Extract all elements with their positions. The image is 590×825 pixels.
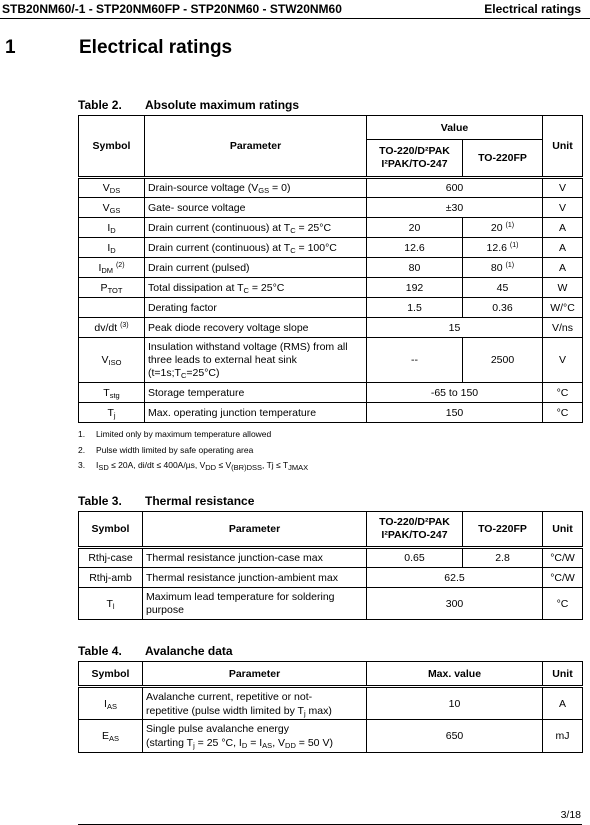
value-cell: 15 bbox=[367, 318, 543, 338]
header-unit: Unit bbox=[543, 116, 583, 178]
value-note-ref: (1) bbox=[509, 241, 519, 249]
header-col-to220: TO-220/D²PAK I²PAK/TO-247 bbox=[367, 512, 463, 548]
value-note-ref: (1) bbox=[505, 261, 515, 269]
table2-caption bbox=[78, 98, 299, 112]
symbol-cell bbox=[79, 178, 145, 198]
symbol-cell bbox=[79, 403, 145, 423]
parameter-subscript: D bbox=[241, 741, 248, 750]
parameter: Derating factor bbox=[148, 301, 217, 314]
parameter-cell bbox=[145, 278, 367, 298]
table-row bbox=[79, 258, 583, 278]
parameter-line: purpose bbox=[146, 603, 184, 616]
table-row bbox=[79, 278, 583, 298]
parameter: Max. operating junction temperature bbox=[148, 406, 317, 419]
parameter-subscript: C bbox=[290, 245, 296, 255]
symbol-subscript: j bbox=[113, 410, 116, 420]
unit-cell: A bbox=[543, 238, 583, 258]
parameter-cell bbox=[143, 687, 367, 720]
parameter-subscript: j bbox=[193, 741, 195, 750]
parameter: Total dissipation at T bbox=[148, 281, 244, 294]
table-row bbox=[79, 198, 583, 218]
parameter-cell bbox=[143, 720, 367, 753]
value-cell bbox=[463, 258, 543, 278]
note-number: 2. bbox=[78, 444, 86, 455]
parameter-cell bbox=[145, 298, 367, 318]
header-symbol: Symbol bbox=[79, 662, 143, 687]
unit-cell: °C bbox=[543, 403, 583, 423]
header-value: Value bbox=[367, 116, 543, 140]
symbol: I bbox=[98, 261, 102, 274]
parameter-tail: = 25°C bbox=[248, 281, 285, 294]
page-number: 3/18 bbox=[560, 809, 581, 821]
header-max-value: Max. value bbox=[367, 662, 543, 687]
table3-title: Thermal resistance bbox=[145, 494, 255, 508]
value-cell: 2.8 bbox=[463, 548, 543, 568]
unit-cell: W bbox=[543, 278, 583, 298]
parameter-cell bbox=[143, 548, 367, 568]
section-label: Electrical ratings bbox=[484, 2, 581, 16]
symbol: V bbox=[102, 201, 110, 214]
symbol: I bbox=[107, 221, 111, 234]
symbol: T bbox=[103, 386, 110, 399]
symbol: dv/dt bbox=[94, 321, 118, 334]
symbol-cell bbox=[79, 198, 145, 218]
symbol-subscript: D bbox=[110, 225, 116, 235]
parameter-cell bbox=[143, 588, 367, 620]
parameter-cell bbox=[145, 198, 367, 218]
table-row bbox=[79, 238, 583, 258]
symbol-cell bbox=[79, 383, 145, 403]
unit-cell: V bbox=[543, 178, 583, 198]
symbol-subscript: D bbox=[110, 245, 116, 255]
value-cell: 10 bbox=[367, 687, 543, 720]
value: 12.6 bbox=[486, 241, 507, 254]
table-row bbox=[79, 568, 583, 588]
symbol-cell bbox=[79, 720, 143, 753]
note-item bbox=[78, 443, 308, 459]
unit-cell: W/°C bbox=[543, 298, 583, 318]
absolute-max-ratings-table bbox=[78, 115, 583, 423]
page-header bbox=[0, 0, 590, 20]
parameter: Drain current (continuous) at T bbox=[148, 221, 291, 234]
note-text: ≤ 20A, di/dt ≤ 400A/µs, V bbox=[108, 460, 206, 470]
parameter: Drain-source voltage (V bbox=[148, 182, 259, 194]
symbol: I bbox=[107, 241, 111, 254]
parameter-subscript: j bbox=[303, 708, 306, 718]
avalanche-data-table bbox=[78, 661, 583, 753]
parameter-tail: = 100°C bbox=[295, 241, 337, 254]
symbol-subscript: stg bbox=[109, 390, 120, 400]
document-title: STB20NM60/-1 - STP20NM60FP - STP20NM60 - STW20NM60 bbox=[2, 2, 342, 16]
symbol: P bbox=[100, 281, 108, 294]
parameter-cell bbox=[145, 178, 367, 198]
unit-cell: V/ns bbox=[543, 318, 583, 338]
unit-cell: V bbox=[543, 338, 583, 383]
symbol-cell bbox=[79, 258, 145, 278]
value: 0.36 bbox=[492, 301, 513, 314]
symbol-subscript: ISO bbox=[108, 358, 122, 367]
symbol-note-ref: (2) bbox=[115, 261, 125, 269]
value-cell: 300 bbox=[367, 588, 543, 620]
value-cell bbox=[463, 298, 543, 318]
unit-cell: A bbox=[543, 258, 583, 278]
parameter-cell bbox=[145, 258, 367, 278]
parameter-line: Maximum lead temperature for soldering bbox=[146, 590, 335, 603]
parameter-text: = 50 V) bbox=[295, 737, 333, 749]
value: 80 bbox=[490, 261, 503, 274]
header-symbol: Symbol bbox=[79, 512, 143, 548]
parameter-tail: =25°C) bbox=[186, 366, 220, 379]
parameter-cell bbox=[145, 238, 367, 258]
table-row bbox=[79, 687, 583, 720]
symbol-cell bbox=[79, 588, 143, 620]
value-cell bbox=[463, 238, 543, 258]
table2-notes bbox=[78, 427, 308, 474]
value-cell: -- bbox=[367, 338, 463, 383]
table-row bbox=[79, 178, 583, 198]
symbol-subscript: AS bbox=[106, 701, 117, 711]
parameter-line: Insulation withstand voltage (RMS) from all bbox=[148, 340, 348, 353]
symbol: T bbox=[107, 406, 114, 419]
table2-title: Absolute maximum ratings bbox=[145, 98, 300, 112]
note-subscript: (BR)DSS bbox=[231, 463, 262, 472]
parameter-text: = 25 °C, I bbox=[194, 737, 242, 749]
header-col-to220 bbox=[367, 140, 463, 178]
section-title: Electrical ratings bbox=[79, 37, 233, 58]
symbol-subscript: l bbox=[112, 601, 115, 611]
value: 20 bbox=[490, 221, 503, 234]
parameter: Drain current (continuous) at T bbox=[148, 241, 291, 254]
table-row bbox=[79, 298, 583, 318]
parameter-cell bbox=[145, 403, 367, 423]
table4-number: Table 4. bbox=[78, 644, 122, 658]
parameter: Gate- source voltage bbox=[148, 201, 246, 214]
table-row bbox=[79, 338, 583, 383]
unit-cell: °C/W bbox=[543, 568, 583, 588]
parameter-subscript: C bbox=[180, 370, 187, 380]
unit-cell: V bbox=[543, 198, 583, 218]
parameter: Peak diode recovery voltage slope bbox=[148, 321, 309, 334]
symbol-cell bbox=[79, 278, 145, 298]
symbol-note-ref: (3) bbox=[120, 321, 129, 329]
note-number: 3. bbox=[78, 460, 86, 470]
value-note-ref: (1) bbox=[505, 221, 515, 229]
unit-cell: °C/W bbox=[543, 548, 583, 568]
header-parameter: Parameter bbox=[143, 662, 367, 687]
parameter-line: Single pulse avalanche energy bbox=[146, 723, 290, 735]
table-row bbox=[79, 548, 583, 568]
symbol: V bbox=[102, 182, 110, 194]
parameter-tail: = 0) bbox=[269, 182, 291, 194]
note-subscript: JMAX bbox=[288, 463, 309, 472]
value-cell: 62.5 bbox=[367, 568, 543, 588]
parameter-text: repetitive (pulse width limited by T bbox=[146, 704, 304, 717]
header-unit: Unit bbox=[543, 512, 583, 548]
parameter-text: (starting T bbox=[146, 737, 194, 749]
value-cell: 192 bbox=[367, 278, 463, 298]
symbol: Rthj-case bbox=[88, 552, 133, 564]
header-rule bbox=[0, 18, 590, 19]
parameter: Thermal resistance junction-ambient max bbox=[146, 571, 338, 584]
table2-number: Table 2. bbox=[78, 98, 122, 112]
symbol-cell bbox=[79, 338, 145, 383]
symbol: Rthj-amb bbox=[89, 571, 132, 584]
header-parameter: Parameter bbox=[145, 116, 367, 178]
header-unit: Unit bbox=[543, 662, 583, 687]
unit-cell: °C bbox=[543, 588, 583, 620]
symbol: V bbox=[101, 354, 109, 366]
value-cell bbox=[463, 338, 543, 383]
table4-caption bbox=[78, 644, 233, 658]
value-cell: 600 bbox=[367, 178, 543, 198]
parameter-cell bbox=[145, 218, 367, 238]
value-cell: 0.65 bbox=[367, 548, 463, 568]
unit-cell: mJ bbox=[543, 720, 583, 753]
table-row bbox=[79, 218, 583, 238]
symbol-subscript: AS bbox=[109, 734, 120, 743]
table3-number: Table 3. bbox=[78, 494, 122, 508]
parameter-text: max) bbox=[305, 704, 332, 717]
symbol-cell bbox=[79, 687, 143, 720]
note-text: Pulse width limited by safe operating area bbox=[96, 444, 254, 455]
parameter-line: (t=1s;T bbox=[148, 366, 181, 379]
parameter-cell bbox=[145, 318, 367, 338]
symbol-cell bbox=[79, 568, 143, 588]
symbol-subscript: TOT bbox=[107, 285, 123, 295]
table-row bbox=[79, 383, 583, 403]
parameter: Storage temperature bbox=[148, 386, 245, 399]
parameter: Thermal resistance junction-case max bbox=[146, 552, 323, 564]
symbol: E bbox=[101, 730, 109, 742]
unit-cell: A bbox=[543, 218, 583, 238]
value-cell: -65 to 150 bbox=[367, 383, 543, 403]
parameter-line: three leads to external heat sink bbox=[148, 353, 297, 366]
table-row bbox=[79, 588, 583, 620]
symbol-subscript: DM bbox=[101, 265, 114, 275]
note-text: Limited only by maximum temperature allowed bbox=[96, 429, 272, 439]
unit-cell: °C bbox=[543, 383, 583, 403]
value-cell: 12.6 bbox=[367, 238, 463, 258]
symbol-subscript: GS bbox=[109, 205, 121, 215]
parameter-subscript: DD bbox=[285, 741, 296, 750]
note-text: I bbox=[96, 460, 99, 470]
parameter-cell bbox=[145, 338, 367, 383]
symbol: I bbox=[104, 697, 107, 710]
parameter-tail: = 25°C bbox=[295, 221, 332, 234]
parameter-text: , V bbox=[272, 737, 286, 749]
table-row bbox=[79, 403, 583, 423]
value: 45 bbox=[496, 281, 509, 294]
unit-cell: A bbox=[543, 687, 583, 720]
value-cell: 20 bbox=[367, 218, 463, 238]
parameter-subscript: AS bbox=[262, 741, 273, 750]
note-item bbox=[78, 458, 308, 474]
symbol-cell bbox=[79, 298, 145, 318]
value-cell: 80 bbox=[367, 258, 463, 278]
table-row bbox=[79, 720, 583, 753]
value-cell: 1.5 bbox=[367, 298, 463, 318]
parameter-subscript: GS bbox=[258, 186, 270, 195]
value-cell: ±30 bbox=[367, 198, 543, 218]
header-symbol: Symbol bbox=[79, 116, 145, 178]
table3-caption bbox=[78, 494, 254, 508]
value-cell: 650 bbox=[367, 720, 543, 753]
parameter-cell bbox=[143, 568, 367, 588]
parameter-text: = I bbox=[247, 737, 263, 749]
value-cell: 150 bbox=[367, 403, 543, 423]
note-item bbox=[78, 427, 308, 443]
header-col-to220fp: TO-220FP bbox=[463, 140, 543, 178]
value-cell bbox=[463, 218, 543, 238]
symbol: T bbox=[106, 597, 113, 610]
note-subscript: SD bbox=[98, 463, 109, 472]
value-cell bbox=[463, 278, 543, 298]
header-parameter: Parameter bbox=[143, 512, 367, 548]
note-text: ≤ V bbox=[216, 460, 232, 470]
note-text: , Tj ≤ T bbox=[262, 460, 289, 470]
note-subscript: DD bbox=[205, 463, 217, 472]
symbol-cell bbox=[79, 548, 143, 568]
section-number: 1 bbox=[5, 37, 16, 58]
parameter-subscript: C bbox=[243, 285, 249, 295]
parameter-subscript: C bbox=[290, 225, 296, 235]
symbol-cell bbox=[79, 238, 145, 258]
symbol-cell bbox=[79, 218, 145, 238]
value: 2500 bbox=[490, 354, 515, 366]
symbol-cell bbox=[79, 318, 145, 338]
table-row bbox=[79, 318, 583, 338]
thermal-resistance-table bbox=[78, 511, 583, 620]
header-col-to220fp: TO-220FP bbox=[463, 512, 543, 548]
table4-title: Avalanche data bbox=[145, 644, 233, 658]
parameter-line: Avalanche current, repetitive or not- bbox=[146, 690, 313, 703]
header-col-to220-text: TO-220/D²PAK I²PAK/TO-247 bbox=[379, 145, 450, 170]
parameter: Drain current (pulsed) bbox=[148, 261, 250, 274]
parameter-cell bbox=[145, 383, 367, 403]
note-number: 1. bbox=[78, 429, 86, 439]
symbol-subscript: DS bbox=[109, 186, 121, 195]
